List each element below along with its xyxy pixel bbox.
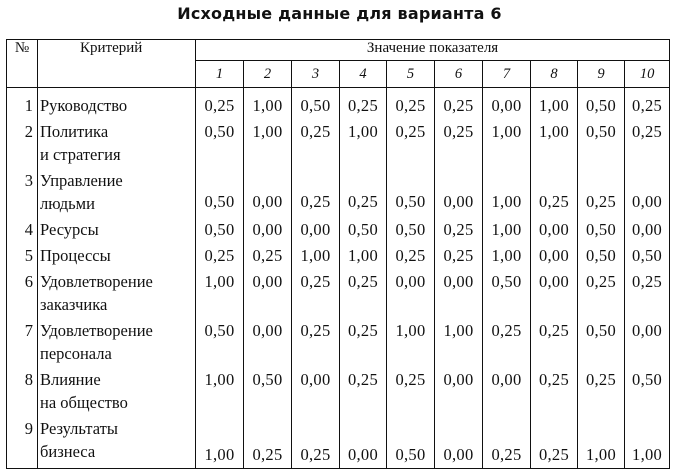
value-cell: 1,00 xyxy=(340,117,387,166)
value-cell: 1,00 xyxy=(196,267,244,316)
column-header: 6 xyxy=(435,61,483,88)
value-cell: 1,00 xyxy=(531,88,578,118)
header-number: № xyxy=(7,40,38,88)
value-cell: 0,25 xyxy=(340,316,387,365)
value-cell: 0,50 xyxy=(483,267,531,316)
page-title: Исходные данные для варианта 6 xyxy=(177,4,502,23)
table-row xyxy=(7,316,670,365)
criterion-line: Процессы xyxy=(40,246,111,265)
value-cell: 0,00 xyxy=(340,414,387,468)
value-cell: 0,50 xyxy=(196,166,244,215)
value-cell: 0,50 xyxy=(578,117,625,166)
value-cell: 0,50 xyxy=(578,215,625,241)
table-row xyxy=(7,241,670,267)
value-cell: 0,25 xyxy=(625,117,670,166)
table-row xyxy=(7,166,670,215)
value-cell: 1,00 xyxy=(244,88,292,118)
criterion-cell xyxy=(38,241,196,267)
value-cell: 0,00 xyxy=(531,215,578,241)
value-cell: 1,00 xyxy=(483,166,531,215)
criterion-line: Руководство xyxy=(40,96,128,115)
value-cell: 0,25 xyxy=(483,316,531,365)
column-header: 10 xyxy=(625,61,670,88)
row-number: 5 xyxy=(7,241,38,267)
value-cell: 0,00 xyxy=(292,365,340,414)
table-row xyxy=(7,365,670,414)
value-cell: 1,00 xyxy=(578,414,625,468)
value-cell: 0,00 xyxy=(531,241,578,267)
column-header: 8 xyxy=(531,61,578,88)
column-header: 7 xyxy=(483,61,531,88)
value-cell: 0,00 xyxy=(435,166,483,215)
criterion-cell xyxy=(38,267,196,316)
value-cell: 0,00 xyxy=(625,166,670,215)
criterion-cell xyxy=(38,166,196,215)
column-header: 4 xyxy=(340,61,387,88)
value-cell: 0,25 xyxy=(340,166,387,215)
value-cell: 0,00 xyxy=(625,316,670,365)
value-cell: 0,25 xyxy=(531,365,578,414)
criterion-line: и стратегия xyxy=(40,145,121,164)
criterion-cell xyxy=(38,365,196,414)
value-cell: 1,00 xyxy=(483,215,531,241)
criterion-cell xyxy=(38,414,196,468)
row-number: 2 xyxy=(7,117,38,166)
value-cell: 1,00 xyxy=(292,241,340,267)
value-cell: 0,00 xyxy=(292,215,340,241)
value-cell: 0,00 xyxy=(483,88,531,118)
value-cell: 0,00 xyxy=(625,215,670,241)
value-cell: 0,50 xyxy=(292,88,340,118)
value-cell: 0,50 xyxy=(196,316,244,365)
value-cell: 1,00 xyxy=(387,316,435,365)
data-table xyxy=(6,39,670,469)
value-cell: 0,50 xyxy=(625,241,670,267)
criterion-line: Удовлетворение xyxy=(40,272,153,291)
column-header: 9 xyxy=(578,61,625,88)
value-cell: 0,00 xyxy=(244,166,292,215)
column-header: 3 xyxy=(292,61,340,88)
value-cell: 0,00 xyxy=(531,267,578,316)
column-header: 5 xyxy=(387,61,435,88)
criterion-line: Ресурсы xyxy=(40,220,99,239)
table-row xyxy=(7,414,670,468)
value-cell: 1,00 xyxy=(435,316,483,365)
table-body xyxy=(7,88,670,469)
criterion-line: Политика xyxy=(40,122,109,141)
value-cell: 0,50 xyxy=(244,365,292,414)
criterion-line: заказчика xyxy=(40,295,108,314)
criterion-cell xyxy=(38,88,196,118)
value-cell: 0,25 xyxy=(435,215,483,241)
value-cell: 0,50 xyxy=(625,365,670,414)
value-cell: 0,25 xyxy=(578,365,625,414)
value-cell: 0,25 xyxy=(625,267,670,316)
value-cell: 0,00 xyxy=(244,215,292,241)
table-row xyxy=(7,117,670,166)
criterion-line: персонала xyxy=(40,344,112,363)
criterion-line: Управление xyxy=(40,171,123,190)
value-cell: 0,50 xyxy=(578,316,625,365)
row-number: 7 xyxy=(7,316,38,365)
value-cell: 1,00 xyxy=(483,117,531,166)
criterion-cell xyxy=(38,215,196,241)
value-cell: 0,25 xyxy=(292,267,340,316)
value-cell: 0,25 xyxy=(435,241,483,267)
row-number: 3 xyxy=(7,166,38,215)
value-cell: 0,50 xyxy=(578,241,625,267)
value-cell: 1,00 xyxy=(625,414,670,468)
criterion-line: Влияние xyxy=(40,370,101,389)
value-cell: 1,00 xyxy=(531,117,578,166)
criterion-cell xyxy=(38,117,196,166)
table-row xyxy=(7,215,670,241)
value-cell: 0,00 xyxy=(244,267,292,316)
value-cell: 0,00 xyxy=(435,365,483,414)
value-cell: 1,00 xyxy=(196,414,244,468)
value-cell: 0,25 xyxy=(435,117,483,166)
row-number: 8 xyxy=(7,365,38,414)
header-values: Значение показателя xyxy=(196,40,670,61)
column-header: 1 xyxy=(196,61,244,88)
row-number: 4 xyxy=(7,215,38,241)
value-cell: 0,50 xyxy=(340,215,387,241)
table-row xyxy=(7,88,670,118)
value-cell: 0,25 xyxy=(387,88,435,118)
value-cell: 0,25 xyxy=(387,365,435,414)
value-cell: 0,25 xyxy=(292,166,340,215)
table-row xyxy=(7,267,670,316)
value-cell: 0,25 xyxy=(435,88,483,118)
value-cell: 0,25 xyxy=(292,414,340,468)
value-cell: 0,25 xyxy=(625,88,670,118)
value-cell: 0,25 xyxy=(340,365,387,414)
criterion-cell xyxy=(38,316,196,365)
value-cell: 0,25 xyxy=(292,117,340,166)
criterion-line: людьми xyxy=(40,194,95,213)
criterion-line: Результаты xyxy=(40,419,118,438)
value-cell: 0,25 xyxy=(531,166,578,215)
header-criterion: Критерий xyxy=(38,40,196,88)
criterion-line: на общество xyxy=(40,393,128,412)
value-cell: 0,25 xyxy=(340,88,387,118)
value-cell: 0,50 xyxy=(387,215,435,241)
value-cell: 0,00 xyxy=(483,365,531,414)
value-cell: 0,50 xyxy=(196,215,244,241)
value-cell: 0,50 xyxy=(578,88,625,118)
value-cell: 0,25 xyxy=(340,267,387,316)
value-cell: 0,00 xyxy=(244,316,292,365)
value-cell: 0,00 xyxy=(387,267,435,316)
value-cell: 0,25 xyxy=(387,117,435,166)
value-cell: 1,00 xyxy=(196,365,244,414)
value-cell: 0,25 xyxy=(531,316,578,365)
value-cell: 0,25 xyxy=(578,267,625,316)
value-cell: 0,25 xyxy=(196,88,244,118)
value-cell: 0,25 xyxy=(387,241,435,267)
value-cell: 0,50 xyxy=(196,117,244,166)
value-cell: 0,25 xyxy=(292,316,340,365)
criterion-line: Удовлетворение xyxy=(40,321,153,340)
value-cell: 0,25 xyxy=(531,414,578,468)
value-cell: 1,00 xyxy=(244,117,292,166)
value-cell: 0,00 xyxy=(435,414,483,468)
row-number: 9 xyxy=(7,414,38,468)
value-cell: 0,50 xyxy=(387,414,435,468)
column-header: 2 xyxy=(244,61,292,88)
row-number: 1 xyxy=(7,88,38,118)
value-cell: 0,25 xyxy=(244,241,292,267)
value-cell: 0,25 xyxy=(578,166,625,215)
value-cell: 0,25 xyxy=(196,241,244,267)
value-cell: 0,00 xyxy=(435,267,483,316)
row-number: 6 xyxy=(7,267,38,316)
value-cell: 1,00 xyxy=(483,241,531,267)
value-cell: 0,50 xyxy=(387,166,435,215)
criterion-line: бизнеса xyxy=(40,442,96,461)
value-cell: 1,00 xyxy=(340,241,387,267)
value-cell: 0,25 xyxy=(244,414,292,468)
value-cell: 0,25 xyxy=(483,414,531,468)
